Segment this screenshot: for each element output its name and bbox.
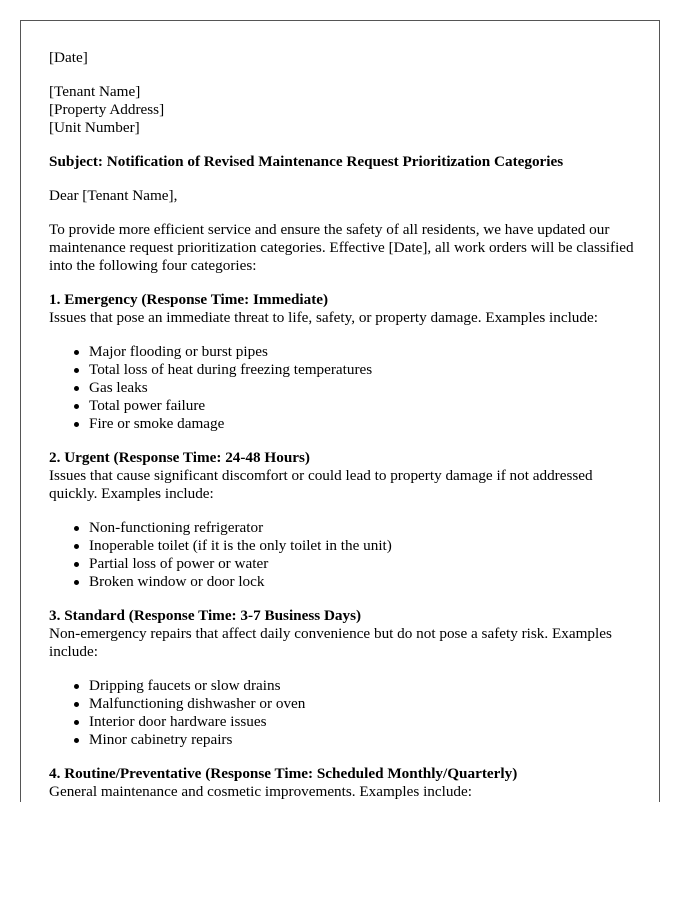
letter-salutation: Dear [Tenant Name], [49, 187, 178, 204]
address-line-property: [Property Address] [49, 101, 165, 118]
category-title: 2. Urgent (Response Time: 24-48 Hours) [49, 449, 310, 466]
category-title: 3. Standard (Response Time: 3-7 Business Days) [49, 607, 362, 624]
letter-intro: To provide more efficient service and ensure the safety of all residents, we have updated our maintenance request prioritization categories. Effective [Date], all work orders will be classified into the following four categories: [49, 221, 634, 274]
address-line-unit: [Unit Number] [49, 119, 140, 136]
list-item: Malfunctioning dishwasher or oven [89, 695, 635, 713]
list-item: Major flooding or burst pipes [89, 343, 635, 361]
letter-date: [Date] [49, 49, 88, 66]
letter-body [49, 49, 635, 802]
letter-page [20, 20, 660, 802]
list-item: Non-functioning refrigerator [89, 519, 635, 537]
list-item: Minor cabinetry repairs [89, 731, 635, 749]
category-title: 1. Emergency (Response Time: Immediate) [49, 291, 329, 308]
category-emergency [49, 291, 635, 433]
category-description: General maintenance and cosmetic improvements. Examples include: [49, 783, 472, 800]
list-item: Gas leaks [89, 379, 635, 397]
list-item: Inoperable toilet (if it is the only toilet in the unit) [89, 537, 635, 555]
category-urgent [49, 449, 635, 591]
examples-list [49, 343, 635, 433]
category-description: Issues that pose an immediate threat to life, safety, or property damage. Examples include: [49, 309, 598, 326]
category-description: Non-emergency repairs that affect daily convenience but do not pose a safety risk. Examples include: [49, 625, 612, 660]
category-title: 4. Routine/Preventative (Response Time: Scheduled Monthly/Quarterly) [49, 765, 518, 782]
examples-list [49, 677, 635, 749]
list-item: Total loss of heat during freezing temperatures [89, 361, 635, 379]
list-item: Total power failure [89, 397, 635, 415]
list-item: Broken window or door lock [89, 573, 635, 591]
category-standard [49, 607, 635, 749]
category-routine [49, 765, 635, 801]
recipient-address [49, 83, 635, 137]
list-item: Interior door hardware issues [89, 713, 635, 731]
list-item: Partial loss of power or water [89, 555, 635, 573]
category-description: Issues that cause significant discomfort or could lead to property damage if not addressed quickly. Examples include: [49, 467, 593, 502]
address-line-tenant-name: [Tenant Name] [49, 83, 141, 100]
examples-list [49, 519, 635, 591]
list-item: Dripping faucets or slow drains [89, 677, 635, 695]
list-item: Fire or smoke damage [89, 415, 635, 433]
letter-subject: Subject: Notification of Revised Maintenance Request Prioritization Categories [49, 153, 564, 170]
